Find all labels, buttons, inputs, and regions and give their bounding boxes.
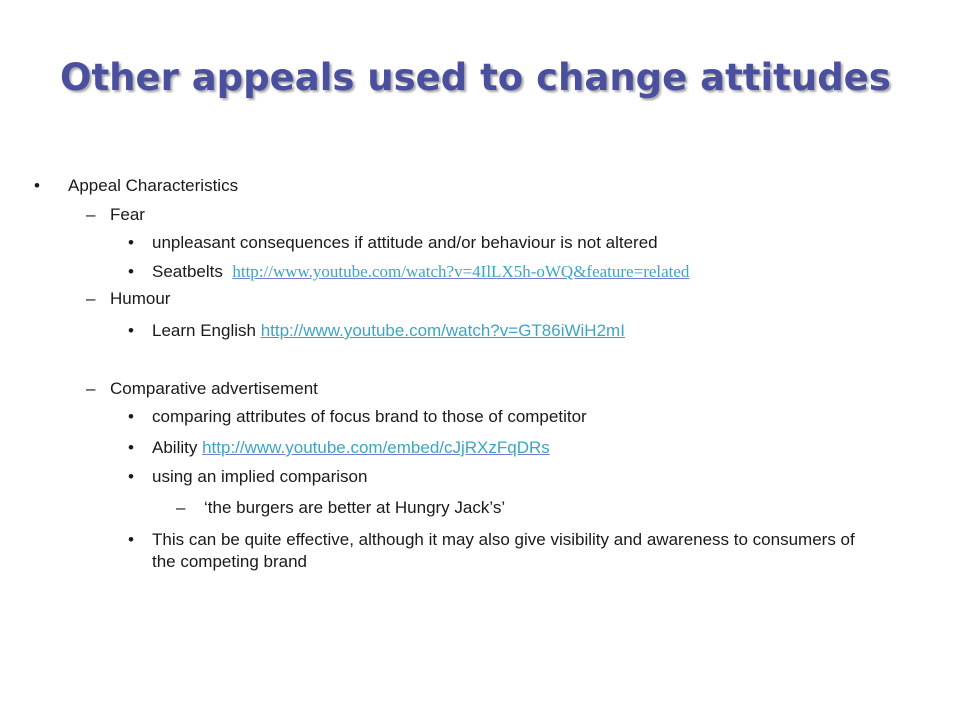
bullet-icon: •	[128, 438, 134, 457]
item-ability	[152, 437, 550, 459]
bullet-icon: •	[128, 467, 134, 486]
learn-english-link[interactable]: http://www.youtube.com/watch?v=GT86iWiH2mI	[260, 321, 625, 340]
item-seatbelts	[152, 261, 689, 283]
bullet-icon: •	[128, 233, 134, 252]
dash-icon: –	[86, 379, 96, 398]
learn-english-label: Learn English	[152, 321, 256, 340]
item-burgers-quote: ‘the burgers are better at Hungry Jack’s’	[204, 498, 506, 517]
bullet-icon: •	[34, 176, 40, 195]
item-fear-desc: unpleasant consequences if attitude and/or behaviour is not altered	[152, 233, 658, 252]
dash-icon: –	[86, 205, 96, 224]
seatbelts-label: Seatbelts	[152, 262, 223, 281]
item-comparative: Comparative advertisement	[110, 379, 318, 398]
item-learn-english	[152, 320, 625, 342]
item-appeal-characteristics: Appeal Characteristics	[68, 176, 239, 195]
item-humour: Humour	[110, 289, 171, 308]
dash-icon: –	[176, 498, 186, 517]
slide-title: Other appeals used to change attitudes	[60, 56, 891, 99]
item-comparative-desc: comparing attributes of focus brand to those of competitor	[152, 407, 587, 426]
ability-link[interactable]: http://www.youtube.com/embed/cJjRXzFqDRs	[202, 438, 550, 457]
ability-label: Ability	[152, 438, 198, 457]
item-effective: This can be quite effective, although it may also give visibility and awareness to consumers of the competing brand	[152, 530, 855, 571]
item-fear: Fear	[110, 205, 145, 224]
bullet-icon: •	[128, 530, 134, 549]
seatbelts-link[interactable]: http://www.youtube.com/watch?v=4IlLX5h-oWQ&feature=related	[232, 262, 690, 281]
item-implied: using an implied comparison	[152, 467, 368, 486]
bullet-icon: •	[128, 407, 134, 426]
bullet-icon: •	[128, 262, 134, 281]
dash-icon: –	[86, 289, 96, 308]
bullet-icon: •	[128, 321, 134, 340]
